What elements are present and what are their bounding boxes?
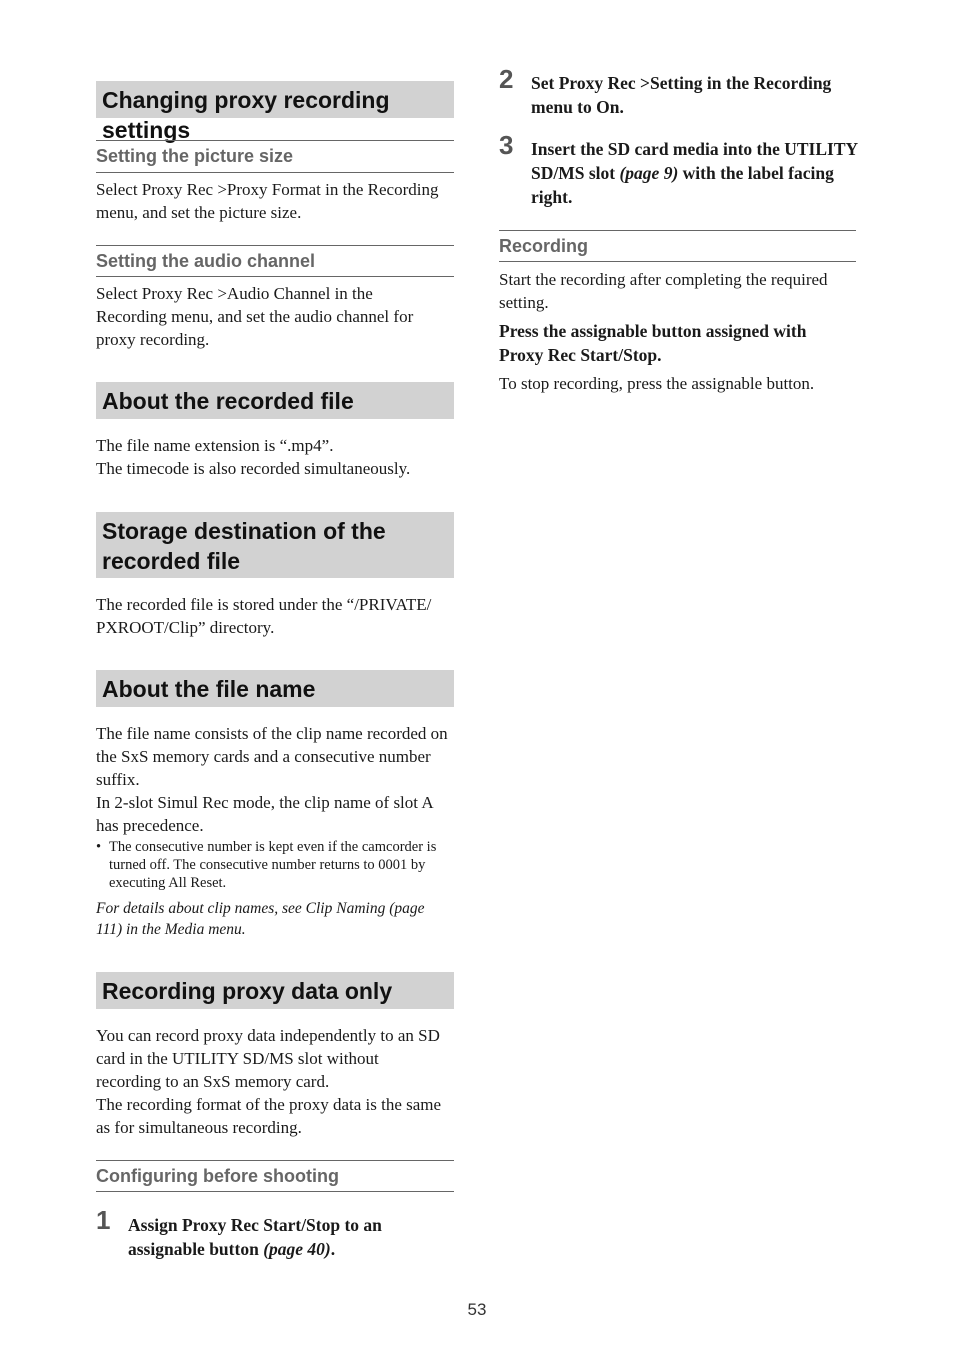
subheading-audio-channel (96, 245, 454, 277)
paragraph-start-recording: Start the recording after completing the required setting. (499, 270, 828, 312)
step-3-page-link[interactable]: (page 9) (619, 163, 679, 183)
paragraph-press-button: Press the assignable button assigned with Proxy Rec Start/Stop. (499, 321, 807, 365)
paragraph-simul-rec: In 2-slot Simul Rec mode, the clip name of slot A has precedence. (96, 793, 433, 835)
step-3-number: 3 (499, 130, 514, 160)
step-1-number: 1 (96, 1205, 111, 1235)
section-heading-storage-destination (96, 512, 454, 578)
paragraph-storage: The recorded file is stored under the “/PRIVATE/ PXROOT/Clip” directory. (96, 595, 432, 637)
bullet-icon: • (96, 839, 102, 855)
paragraph-picture-size: Select Proxy Rec >Proxy Format in the Recording menu, and set the picture size. (96, 180, 439, 222)
section-heading-recorded-file (96, 382, 454, 419)
bullet-text: The consecutive number is kept even if the camcorder is turned off. The consecutive number returns to 0001 by executing All Reset. (109, 839, 437, 891)
paragraph-file-extension: The file name extension is “.mp4”. (96, 436, 334, 455)
step-3-main: Insert the SD card media into the UTILITY SD/MS slot (531, 139, 858, 183)
paragraph-file-name: The file name consists of the clip name recorded on the SxS memory cards and a consecutive number suffix. (96, 724, 448, 789)
subheading-text: Configuring before shooting (96, 1166, 339, 1186)
step-1-main: Assign Proxy Rec Start/Stop to an assignable button (128, 1215, 382, 1259)
bullet-note (96, 838, 456, 892)
subheading-text: Setting the picture size (96, 146, 294, 166)
step-2-text: Set Proxy Rec >Setting in the Recording menu to On. (531, 73, 832, 117)
step-3-end: with the label facing right. (531, 163, 834, 207)
page-number: 53 (467, 1300, 487, 1319)
step-1-page-link[interactable]: (page 40) (263, 1239, 331, 1259)
step-3-text (531, 137, 861, 209)
paragraph-timecode: The timecode is also recorded simultaneously. (96, 459, 411, 478)
heading-text: About the file name (102, 676, 316, 702)
paragraph-stop-recording: To stop recording, press the assignable button. (499, 374, 815, 393)
paragraph-audio-channel: Select Proxy Rec >Audio Channel in the Recording menu, and set the audio channel for proxy recording. (96, 284, 414, 349)
heading-text: Changing proxy recording settings (102, 87, 390, 143)
heading-text: About the recorded file (102, 388, 354, 414)
heading-text: Recording proxy data only (102, 978, 393, 1004)
section-heading-proxy-only (96, 972, 454, 1009)
heading-text-line2: recorded file (102, 548, 241, 574)
subheading-text: Recording (499, 236, 589, 256)
note-clip-naming: For details about clip names, see Clip Naming (page 111) in the Media menu. (96, 900, 425, 938)
subheading-picture-size (96, 140, 454, 173)
step-1-text (128, 1213, 448, 1261)
step-1-period: . (330, 1239, 336, 1259)
section-heading-file-name (96, 670, 454, 707)
heading-text-line1: Storage destination of the (102, 518, 386, 544)
subheading-text: Setting the audio channel (96, 251, 316, 271)
section-heading-changing-proxy (96, 81, 454, 143)
subheading-configuring (96, 1160, 454, 1192)
paragraph-proxy-independent: You can record proxy data independently to an SD card in the UTILITY SD/MS slot without recording to an SxS memory card. (96, 1026, 440, 1091)
step-2-number: 2 (499, 64, 514, 94)
subheading-recording (499, 230, 856, 262)
paragraph-recording-format: The recording format of the proxy data is the same as for simultaneous recording. (96, 1095, 442, 1137)
